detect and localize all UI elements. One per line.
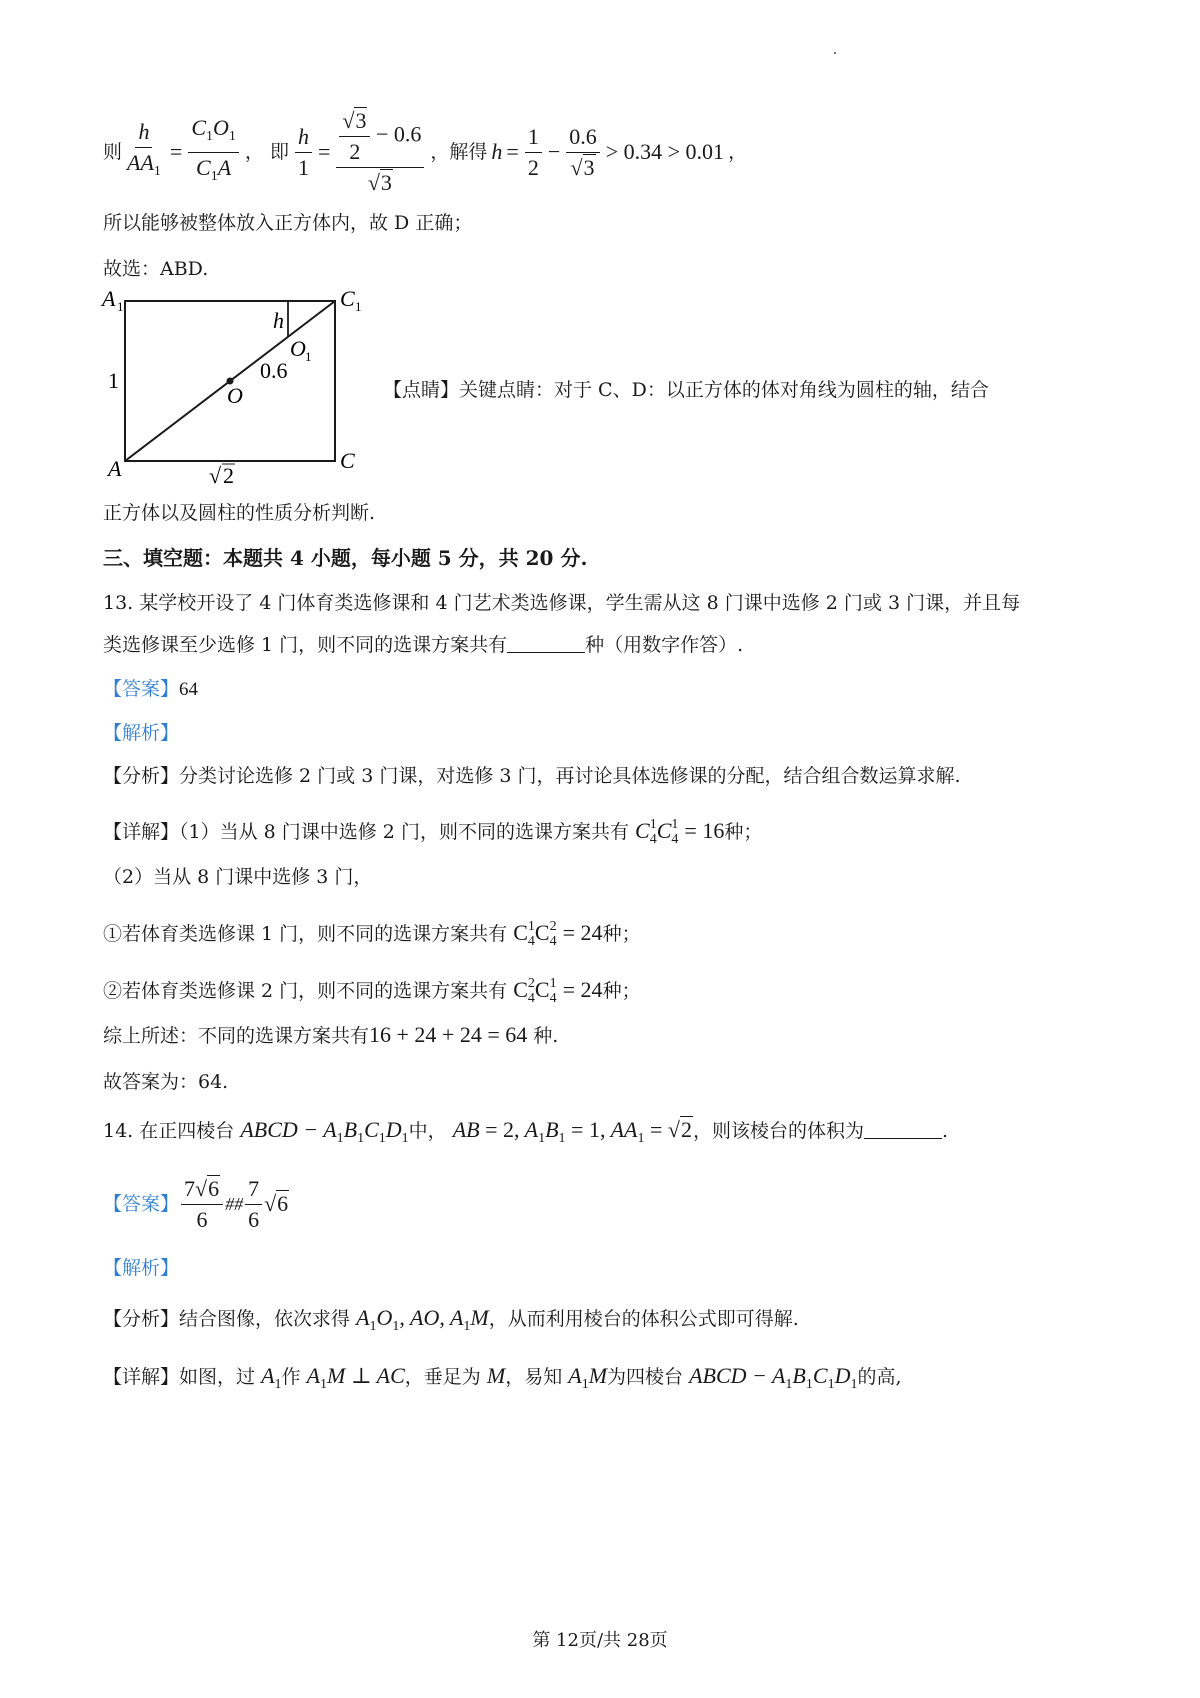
q13-text-2: 种（用数字作答）.: [585, 634, 744, 656]
xiangjie-tag-14: 【详解】: [103, 1366, 180, 1388]
answer-14-fraction-a: $\frac{7√6}{6}$: [181, 1176, 223, 1233]
answer-13-line: [103, 676, 198, 703]
fenxi14-text-a: 结合图像，依次求得: [179, 1308, 351, 1330]
fraction-c1o1-over-c1a: $\frac{C_1O_1}{C_1A}$: [188, 115, 239, 190]
label-base-radical: √: [209, 463, 222, 488]
xj13-value-24b: = 24: [562, 977, 603, 1002]
point-m: M: [486, 1363, 506, 1388]
xj14-text-f: 的高,: [857, 1366, 902, 1388]
xj13-text-3c: 种；: [602, 923, 641, 945]
text-line-4: 正方体以及圆柱的性质分析判断.: [103, 502, 376, 524]
answer-14-line: [103, 1172, 289, 1236]
label-a1-sub: 1: [117, 299, 124, 314]
fraction-sqrt3-complex: $\frac{√3}{2}$ − 0.6 √3: [336, 108, 424, 196]
xj13-text-5a: 综上所述：不同的选课方案共有: [103, 1025, 370, 1047]
dianjing-tag: 【点睛】: [383, 379, 460, 401]
answer-13: 64: [179, 679, 199, 700]
fenxi14-segments: $A_1O_1$, AO, $A_1M$: [356, 1305, 489, 1334]
xj13-value-16: = 16: [684, 818, 725, 843]
fraction-06-over-sqrt3: $\frac{0.6}{√3}$: [566, 124, 600, 181]
fraction-one-half: $\frac{1}{2}$: [525, 124, 542, 181]
question-13-line-b: [103, 632, 743, 658]
xj13-text-5c: 种.: [533, 1025, 559, 1047]
xj13-text-4c: 种；: [602, 980, 641, 1002]
label-c1: C: [340, 288, 355, 311]
text-ze: 则: [103, 141, 123, 163]
label-c1-sub: 1: [355, 299, 362, 314]
dianjing-line: [383, 377, 989, 403]
fenxi-13-line: [103, 763, 961, 789]
page-footer: 第 12页/共 28页: [532, 1630, 668, 1651]
label-side: 1: [108, 368, 119, 393]
equation-line-1: 则 $\frac{h}{AA_1}$ = $\frac{C_1O_1}{C_1A}$ ， 即 $\frac{h}{1}$ = $\frac{√3}{2}$ − 0.6 √3 ，解得 h = $\frac{1}{2}$ − $\frac{0.6}{√3}$ > 0.34 > 0.01 ，: [103, 108, 748, 195]
combination-c42c41: $C_4^2C_4^1$: [513, 976, 557, 1006]
answer-14-sqrt6: √6: [264, 1191, 289, 1216]
answer-separator: ##: [225, 1194, 244, 1214]
fraction-h-over-1: $\frac{h}{1}$: [295, 124, 312, 181]
label-dist: 0.6: [260, 358, 288, 383]
text-comma: ，: [728, 141, 748, 163]
frustum-name: ABCD − $A_1B_1C_1D_1$: [240, 1117, 409, 1146]
label-o: O: [227, 383, 243, 408]
segment-a1m: $A_1M$: [568, 1363, 608, 1392]
fenxi14-text-b: ，从而利用棱台的体积公式即可得解.: [488, 1308, 799, 1330]
xiangjie-14-line: [103, 1363, 902, 1398]
rectangle-diagram: [100, 288, 370, 488]
fenxi-13-text: 分类讨论选修 2 门或 3 门课，对选修 3 门，再讨论具体选修课的分配，结合组合数运算求解.: [179, 765, 961, 787]
xj14-text-b: 作: [281, 1366, 301, 1388]
combination-c41c41: $C_4^1C_4^1$: [635, 817, 679, 847]
inequality-tail: > 0.34 > 0.01: [605, 139, 725, 164]
xj13-text-4a: ②若体育类选修课 2 门，则不同的选课方案共有: [103, 980, 508, 1002]
fenxi-14-line: [103, 1305, 799, 1340]
xj13-sum: 16 + 24 + 24 = 64: [369, 1022, 528, 1047]
xj13-value-24a: = 24: [562, 920, 603, 945]
fenxi-tag-14: 【分析】: [103, 1308, 180, 1330]
dianjing-text: 关键点睛：对于 C、D：以正方体的体对角线为圆柱的轴，结合: [459, 379, 989, 401]
xj14-text-c: ，垂足为: [404, 1366, 481, 1388]
label-o1-sub: 1: [305, 349, 312, 364]
q13-text-1: 类选修课至少选修 1 门，则不同的选课方案共有: [103, 634, 508, 656]
q14-text-d: .: [941, 1120, 948, 1142]
fraction-h-over-aa1: $\frac{h}{AA_1}$: [127, 119, 161, 179]
q14-text-b: 中，: [408, 1120, 447, 1142]
answer-blank-14: [864, 1120, 942, 1139]
q14-conditions: AB = 2, $A_1B_1 = 1$, $AA_1 = √2$: [452, 1117, 692, 1146]
question-14-line: [103, 1117, 948, 1152]
label-o1: O: [290, 336, 306, 361]
xiangjie-13-line-6: 故答案为：64.: [103, 1071, 229, 1093]
answer-14-fraction-b: $\frac{7}{6}$: [245, 1176, 262, 1233]
label-c: C: [340, 448, 355, 473]
text-jiede: ，解得: [430, 141, 488, 163]
xiangjie-13-line-5: [103, 1022, 558, 1049]
answer-blank: [507, 634, 585, 653]
jiexi-tag-13: 【解析】: [103, 722, 180, 744]
xj14-text-a: 如图，过: [179, 1366, 256, 1388]
xj14-text-e: 为四棱台: [607, 1366, 684, 1388]
scan-dot: [834, 52, 836, 54]
xiangjie-13-line-1: [103, 812, 762, 853]
jiexi-tag-14: 【解析】: [103, 1257, 180, 1279]
xiangjie-13-line-2: （2）当从 8 门课中选修 3 门，: [103, 866, 373, 888]
text-ji: ， 即: [244, 141, 289, 163]
perpendicular: $A_1M$ ⊥ AC: [306, 1363, 405, 1392]
xiangjie-13-line-4: [103, 971, 641, 1012]
label-a: A: [108, 456, 122, 481]
frustum-name-2: ABCD − $A_1B_1C_1D_1$: [689, 1363, 858, 1392]
label-base: 2: [223, 463, 234, 488]
question-13-line-a: 13. 某学校开设了 4 门体育类选修课和 4 门艺术类选修课，学生需从这 8 门课中选修 2 门或 3 门课，并且每: [103, 592, 1021, 614]
xj13-text-1a: （1）当从 8 门课中选修 2 门，则不同的选课方案共有: [179, 821, 629, 843]
combination-c41c42: $C_4^1C_4^2$: [513, 919, 557, 949]
label-h: h: [273, 308, 284, 333]
xj13-text-1c: 种；: [724, 821, 763, 843]
xj14-text-d: ，易知: [505, 1366, 563, 1388]
xiangjie-tag: 【详解】: [103, 821, 180, 843]
fenxi-tag: 【分析】: [103, 765, 180, 787]
point-a1: $A_1$: [261, 1363, 282, 1392]
xiangjie-13-line-3: [103, 914, 641, 955]
text-line-2: 所以能够被整体放入正方体内，故 D 正确；: [103, 212, 473, 234]
text-line-3: 故选：ABD.: [103, 258, 209, 280]
xj13-text-3a: ①若体育类选修课 1 门，则不同的选课方案共有: [103, 923, 508, 945]
answer-tag: 【答案】: [103, 678, 180, 700]
answer-tag-14: 【答案】: [103, 1193, 180, 1215]
section-heading: 三、填空题：本题共 4 小题，每小题 5 分，共 20 分.: [103, 546, 588, 570]
label-a1: A: [102, 288, 116, 311]
q14-text-c: ，则该棱台的体积为: [692, 1120, 864, 1142]
q14-text-a: 14. 在正四棱台: [103, 1120, 235, 1142]
